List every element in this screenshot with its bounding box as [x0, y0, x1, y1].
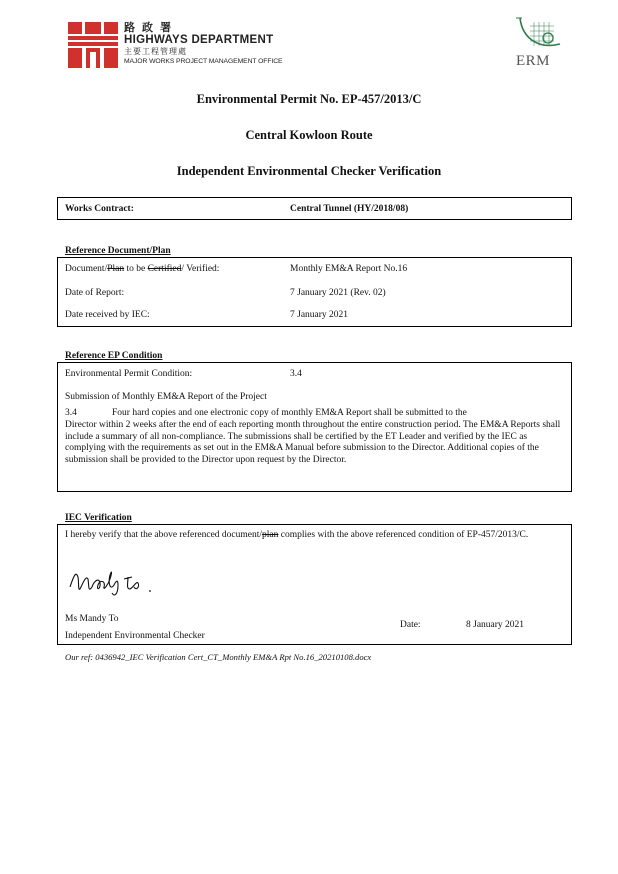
date-of-report-label: Date of Report: [65, 288, 125, 298]
document-label: Document/Plan to be Certified/ Verified: [65, 264, 220, 274]
reference-ep-heading: Reference EP Condition [65, 351, 163, 361]
works-contract-label: Works Contract: [65, 204, 134, 214]
date-received-label: Date received by IEC: [65, 310, 150, 320]
date-of-report-value: 7 January 2021 (Rev. 02) [290, 288, 386, 298]
department-english-name: HIGHWAYS DEPARTMENT [124, 34, 274, 46]
ep-condition-label: Environmental Permit Condition: [65, 369, 193, 379]
clause-number: 3.4 [65, 408, 77, 418]
department-chinese-name: 路 政 署 [124, 22, 174, 34]
highways-department-logo [68, 22, 118, 68]
document-value: Monthly EM&A Report No.16 [290, 264, 408, 274]
ep-condition-value: 3.4 [290, 369, 302, 379]
clause-text: Director within 2 weeks after the end of each reporting month throughout the entire construction period. The EM&A Reports shall include a summary of all non-compliance. The submissions shall be certified by the ET Leader and verified by the IEC as complying with the requirements as set out in the EM&A Manual before submission to the Director. Additional copies of the submission shall be provided to the Director upon request by the Director. [65, 420, 561, 465]
iec-name: Ms Mandy To [65, 614, 119, 624]
submission-title: Submission of Monthly EM&A Report of the Project [65, 392, 267, 402]
office-chinese-name: 主要工程管理處 [124, 47, 187, 56]
iec-date-label: Date: [400, 620, 421, 630]
erm-logo-graphic [510, 16, 562, 52]
project-title: Central Kowloon Route [245, 128, 373, 142]
clause-text-first-line: Four hard copies and one electronic copy of monthly EM&A Report shall be submitted to the [112, 408, 467, 418]
date-received-value: 7 January 2021 [290, 310, 349, 320]
iec-date-value: 8 January 2021 [466, 620, 525, 630]
iec-verification-heading: IEC Verification [65, 513, 132, 523]
reference-document-heading: Reference Document/Plan [65, 246, 171, 256]
permit-title: Environmental Permit No. EP-457/2013/C [196, 92, 422, 106]
office-english-name: MAJOR WORKS PROJECT MANAGEMENT OFFICE [124, 58, 283, 65]
verification-title: Independent Environmental Checker Verification [176, 164, 442, 178]
erm-logo-text: ERM [516, 53, 551, 69]
iec-statement: I hereby verify that the above referenced document/plan complies with the above referenced condition of EP-457/2013/C. [65, 530, 529, 540]
iec-role: Independent Environmental Checker [65, 631, 205, 641]
iec-signature [66, 565, 176, 599]
footer-reference: Our ref: 0436942_IEC Verification Cert_CT_Monthly EM&A Rpt No.16_20210108.docx [65, 652, 372, 662]
works-contract-value: Central Tunnel (HY/2018/08) [290, 204, 409, 214]
department-header [124, 22, 282, 66]
